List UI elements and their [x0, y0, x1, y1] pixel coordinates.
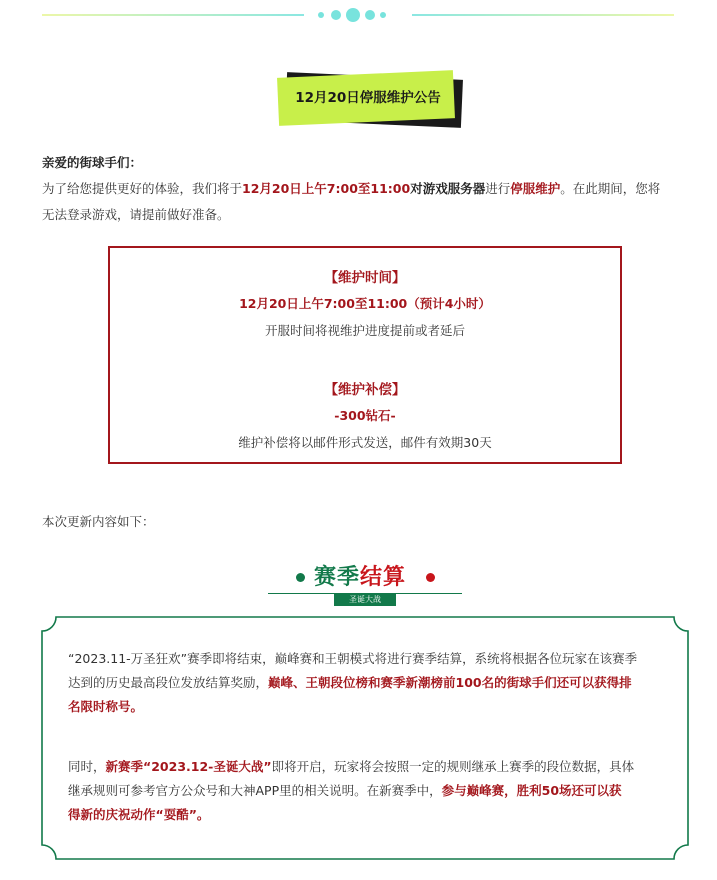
divider-dot [331, 10, 341, 20]
divider-dot [346, 8, 360, 22]
card-highlight: 名限时称号。 [68, 699, 144, 714]
intro-text: 进行 [485, 181, 511, 196]
intro-paragraph [42, 176, 682, 228]
maintenance-time-title: 【维护时间】 [324, 270, 406, 286]
new-season-paragraph [68, 755, 666, 827]
compensation-title: 【维护补偿】 [324, 382, 406, 398]
divider-dot [380, 12, 386, 18]
title-badge [278, 72, 462, 126]
section-dot-red [426, 573, 435, 582]
intro-action: 停服维护 [510, 181, 561, 196]
card-highlight: 巅峰、王朝段位榜和赛季新潮榜前100名的街球手们还可以获得排 [268, 675, 632, 690]
section-header [268, 560, 462, 608]
maintenance-info-box [108, 246, 622, 464]
maintenance-time-value: 12月20日上午7:00至11:00（预计4小时） [239, 296, 491, 311]
section-tag: 圣诞大战 [334, 593, 396, 606]
card-highlight: 新赛季“2023.12-圣诞大战” [105, 759, 272, 774]
season-card [40, 615, 690, 861]
divider-line-left [42, 14, 304, 16]
divider-dot [365, 10, 375, 20]
section-title [314, 560, 406, 591]
compensation-note: 维护补偿将以邮件形式发送，邮件有效期30天 [238, 435, 492, 450]
card-text: 即将开启，玩家将会按照一定的规则继承上赛季的段位数据，具体 [271, 759, 635, 774]
page-title: 12月20日停服维护公告 [295, 90, 441, 106]
section-title-red: 结算 [360, 565, 407, 590]
intro-time: 12月20日上午7:00至11:00 [242, 181, 411, 196]
card-text: “2023.11-万圣狂欢”赛季即将结束，巅峰赛和王朝模式将进行赛季结算，系统将根据各位玩家在该赛季 [68, 651, 638, 666]
divider-line-right [412, 14, 674, 16]
card-text: 达到的历史最高段位发放结算奖励， [68, 675, 269, 690]
card-highlight: 得新的庆祝动作“耍酷”。 [68, 807, 210, 822]
greeting: 亲爱的街球手们： [42, 155, 143, 170]
intro-text: 无法登录游戏，请提前做好准备。 [42, 207, 230, 222]
section-dot-green [296, 573, 305, 582]
card-highlight: 参与巅峰赛，胜利50场还可以获 [441, 783, 622, 798]
compensation-value: -300钻石- [334, 408, 396, 423]
card-text: 继承规则可参考官方公众号和大神APP里的相关说明。在新赛季中， [68, 783, 442, 798]
section-title-green: 赛季 [314, 565, 361, 590]
divider-dot [318, 12, 324, 18]
intro-text: 。在此期间，您将 [560, 181, 661, 196]
top-divider [42, 8, 674, 22]
maintenance-time-note: 开服时间将视维护进度提前或者延后 [264, 323, 465, 338]
update-heading: 本次更新内容如下： [42, 514, 155, 529]
intro-text-bold: 对游戏服务器 [410, 181, 486, 196]
card-text: 同时， [68, 759, 106, 774]
season-end-paragraph [68, 647, 666, 719]
intro-text: 为了给您提供更好的体验，我们将于 [42, 181, 243, 196]
